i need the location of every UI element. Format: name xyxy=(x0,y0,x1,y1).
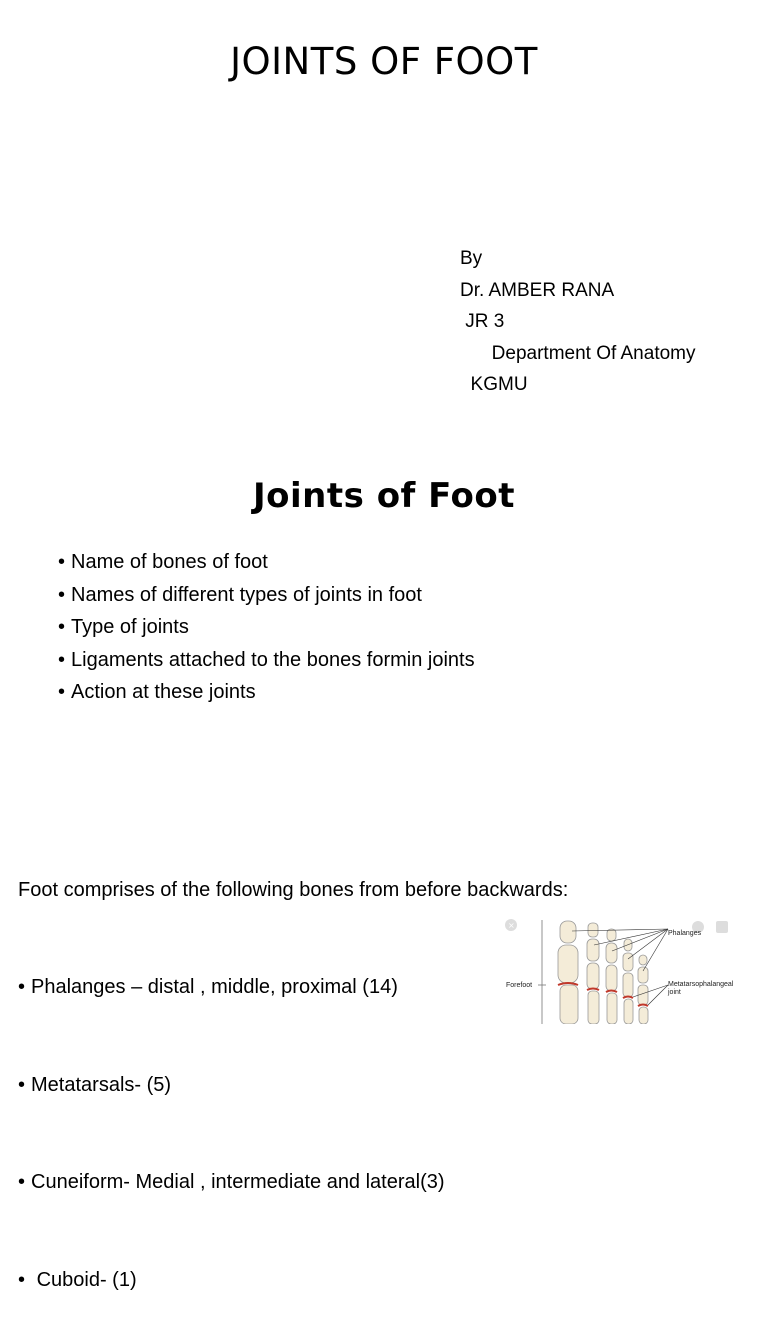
list-item: • Ligaments attached to the bones formin joints xyxy=(58,644,475,677)
slide-title xyxy=(0,0,768,440)
list-item: • Type of joints xyxy=(58,611,475,644)
figure-label-mtp: Metatarsophalangeal xyxy=(668,981,734,988)
list-item: • Action at these joints xyxy=(58,676,475,709)
overview-title: Joints of Foot xyxy=(253,476,515,516)
figure-label-joint: joint xyxy=(668,989,681,996)
author-by: By xyxy=(460,248,483,269)
list-item: • Phalanges – distal , middle, proximal (14) xyxy=(18,971,445,1004)
bones-intro: Foot comprises of the following bones from before backwards: xyxy=(18,879,569,901)
bones-bullet-list xyxy=(18,906,445,1329)
author-institution: KGMU xyxy=(460,374,528,395)
list-item: • Name of bones of foot xyxy=(58,546,475,579)
author-name: Dr. AMBER RANA xyxy=(460,279,615,301)
author-department: Department Of Anatomy xyxy=(460,342,696,364)
figure-label-forefoot: Forefoot xyxy=(506,982,533,989)
list-item: • Metatarsals- (5) xyxy=(18,1069,445,1102)
figure-label-phalanges: Phalanges xyxy=(668,930,702,937)
author-designation: JR 3 xyxy=(460,311,505,332)
overview-bullet-list xyxy=(58,546,475,709)
label-pointer-lines xyxy=(572,929,668,1005)
list-item: • Names of different types of joints in foot xyxy=(58,579,475,612)
list-item: • Cuboid- (1) xyxy=(18,1264,445,1297)
foot-bones-figure xyxy=(500,915,740,1024)
author-block xyxy=(460,243,696,401)
presentation-title: JOINTS OF FOOT xyxy=(230,40,538,83)
list-item: • Cuneiform- Medial , intermediate and lateral(3) xyxy=(18,1166,445,1199)
svg-text:×: × xyxy=(508,921,515,930)
expand-icon[interactable] xyxy=(716,921,728,933)
